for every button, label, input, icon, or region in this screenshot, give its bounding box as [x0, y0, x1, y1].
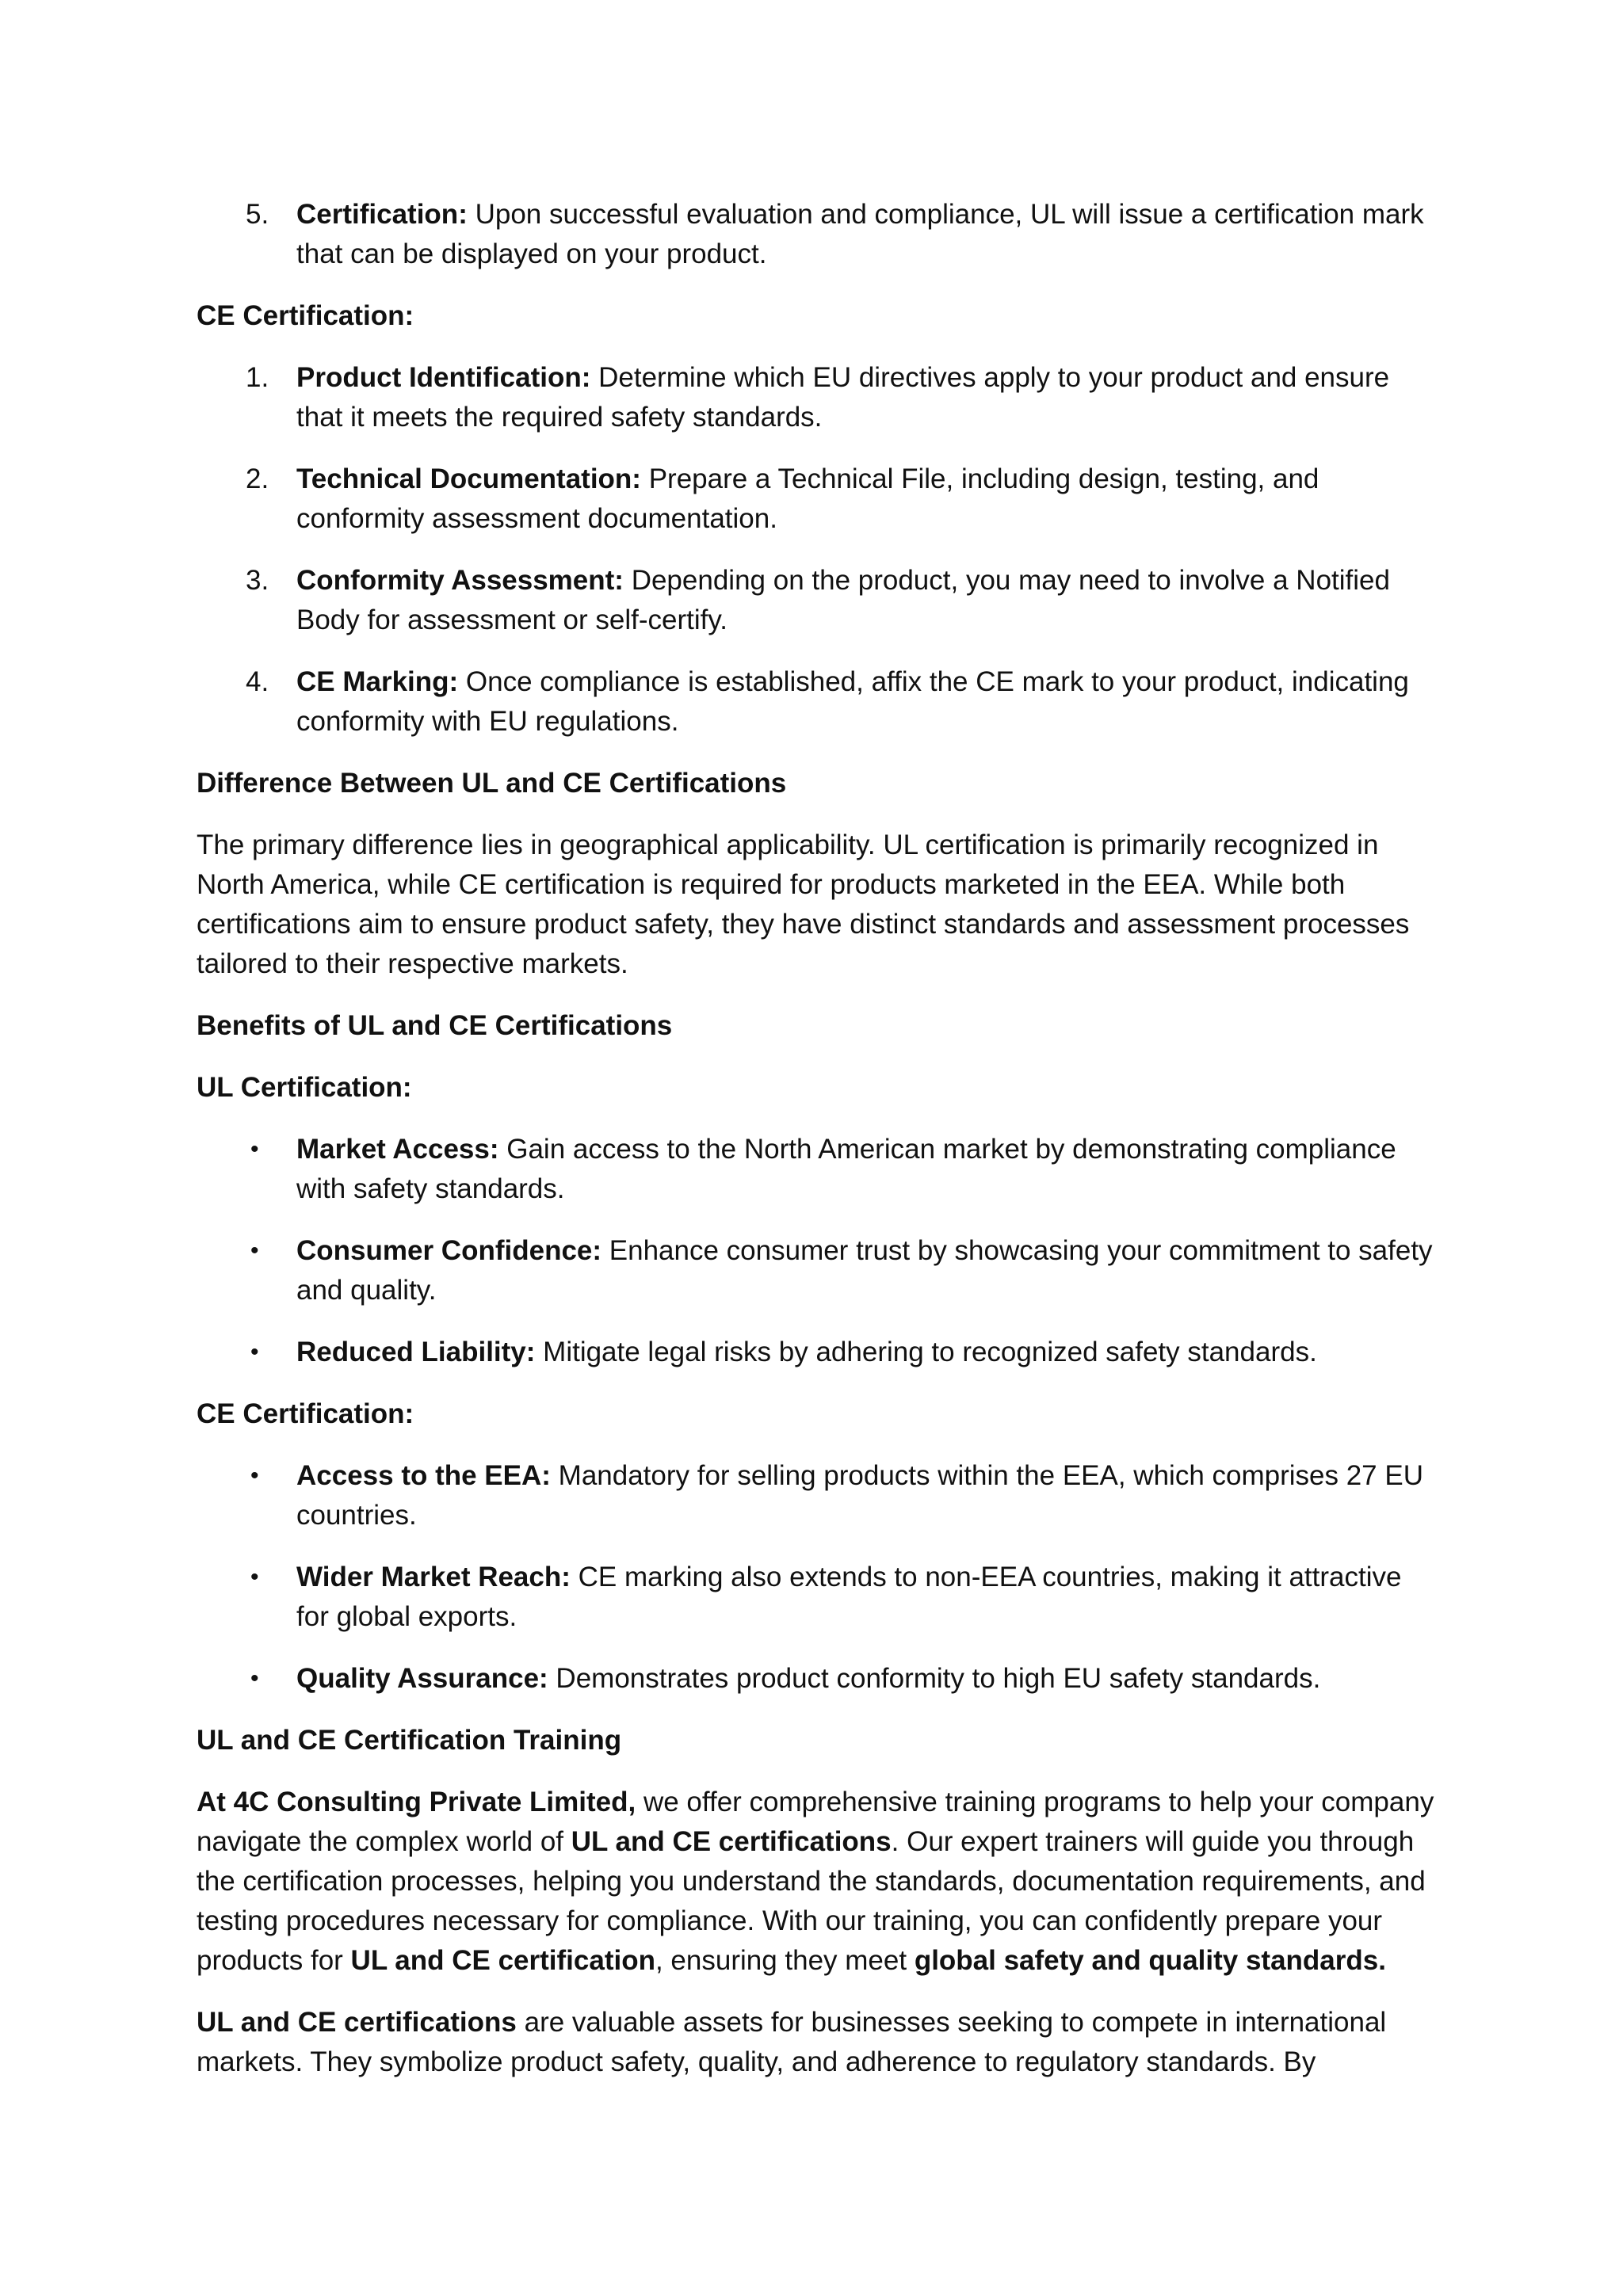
emphasis-text: UL and CE certification — [350, 1945, 655, 1976]
list-text: Gain access to the North American market by demonstrating compliance with safety standards. — [296, 1134, 1396, 1204]
training-heading: UL and CE Certification Training — [197, 1725, 622, 1756]
list-item — [197, 1659, 1441, 1699]
list-text: Mitigate legal risks by adhering to recognized safety standards. — [535, 1337, 1317, 1367]
training-text: , ensuring they meet — [655, 1945, 915, 1976]
list-text: Mandatory for selling products within the EEA, which comprises 27 EU countries. — [296, 1460, 1423, 1531]
ce-benefits-list — [197, 1456, 1441, 1699]
list-item — [197, 1333, 1441, 1372]
list-item — [197, 1558, 1441, 1637]
bullet-icon: • — [250, 1564, 259, 1590]
list-item — [197, 1130, 1441, 1209]
training-paragraph — [197, 1783, 1441, 1981]
ce-steps-list — [197, 358, 1441, 742]
difference-heading: Difference Between UL and CE Certifications — [197, 768, 787, 799]
list-text: Enhance consumer trust by showcasing your commitment to safety and quality. — [296, 1235, 1433, 1306]
company-name: At 4C Consulting Private Limited, — [197, 1787, 636, 1817]
emphasis-text: UL and CE certifications — [571, 1826, 892, 1857]
benefits-heading: Benefits of UL and CE Certifications — [197, 1010, 673, 1041]
list-term: Reduced Liability: — [296, 1337, 536, 1367]
list-number: 4. — [246, 666, 269, 697]
training-text: . Our expert trainers will guide you through the certification processes, helping you understand the standards, documentation requirements, and testing procedures necessary for compliance. With our training, you can confidently prepare your products for — [197, 1826, 1426, 1976]
ul-benefits-list — [197, 1130, 1441, 1372]
closing-text: are valuable assets for businesses seeking to compete in international markets. They symbolize product safety, quality, and adherence to regulatory standards. By — [197, 2007, 1387, 2077]
ce-benefits-heading: CE Certification: — [197, 1398, 414, 1429]
ul-benefits-heading: UL Certification: — [197, 1072, 412, 1103]
emphasis-text: global safety and quality standards. — [914, 1945, 1386, 1976]
list-item — [197, 1231, 1441, 1310]
list-item — [197, 662, 1441, 742]
ce-process-heading: CE Certification: — [197, 300, 414, 331]
bullet-icon: • — [250, 1665, 259, 1691]
list-term: Market Access: — [296, 1134, 499, 1165]
document-page — [197, 195, 1441, 2104]
list-number: 2. — [246, 463, 269, 494]
list-text: Once compliance is established, affix the CE mark to your product, indicating conformity with EU regulations. — [296, 666, 1409, 737]
list-term: Wider Market Reach: — [296, 1562, 571, 1592]
list-item — [197, 1456, 1441, 1535]
bullet-icon: • — [250, 1136, 259, 1162]
bullet-icon: • — [250, 1339, 259, 1365]
list-term: Certification: — [296, 199, 468, 230]
closing-paragraph — [197, 2003, 1441, 2082]
list-item — [197, 561, 1441, 640]
list-term: Technical Documentation: — [296, 463, 641, 494]
list-text: CE marking also extends to non-EEA countries, making it attractive for global exports. — [296, 1562, 1402, 1632]
difference-paragraph: The primary difference lies in geographical applicability. UL certification is primarily recognized in North America, while CE certification is required for products marketed in the EEA. While both certifications aim to ensure product safety, they have distinct standards and assessment processes tailored to their respective markets. — [197, 830, 1410, 979]
list-number: 3. — [246, 565, 269, 596]
list-item — [197, 460, 1441, 539]
list-text: Depending on the product, you may need to involve a Notified Body for assessment or self-certify. — [296, 565, 1390, 635]
emphasis-text: UL and CE certifications — [197, 2007, 517, 2038]
bullet-icon: • — [250, 1238, 259, 1264]
list-number: 5. — [246, 199, 269, 230]
list-item — [197, 358, 1441, 437]
ul-steps-list — [197, 195, 1441, 274]
list-text: Demonstrates product conformity to high EU safety standards. — [548, 1663, 1321, 1694]
list-term: Conformity Assessment: — [296, 565, 624, 596]
list-term: Product Identification: — [296, 362, 591, 393]
list-term: Consumer Confidence: — [296, 1235, 602, 1266]
list-term: Access to the EEA: — [296, 1460, 551, 1491]
list-text: Determine which EU directives apply to your product and ensure that it meets the required safety standards. — [296, 362, 1390, 433]
list-item — [197, 195, 1441, 274]
list-number: 1. — [246, 362, 269, 393]
list-text: Upon successful evaluation and compliance, UL will issue a certification mark that can be displayed on your product. — [296, 199, 1424, 269]
list-term: Quality Assurance: — [296, 1663, 548, 1694]
list-term: CE Marking: — [296, 666, 459, 697]
bullet-icon: • — [250, 1463, 259, 1489]
list-text: Prepare a Technical File, including design, testing, and conformity assessment documentation. — [296, 463, 1319, 534]
training-text: we offer comprehensive training programs to help your company navigate the complex world of — [197, 1787, 1434, 1857]
